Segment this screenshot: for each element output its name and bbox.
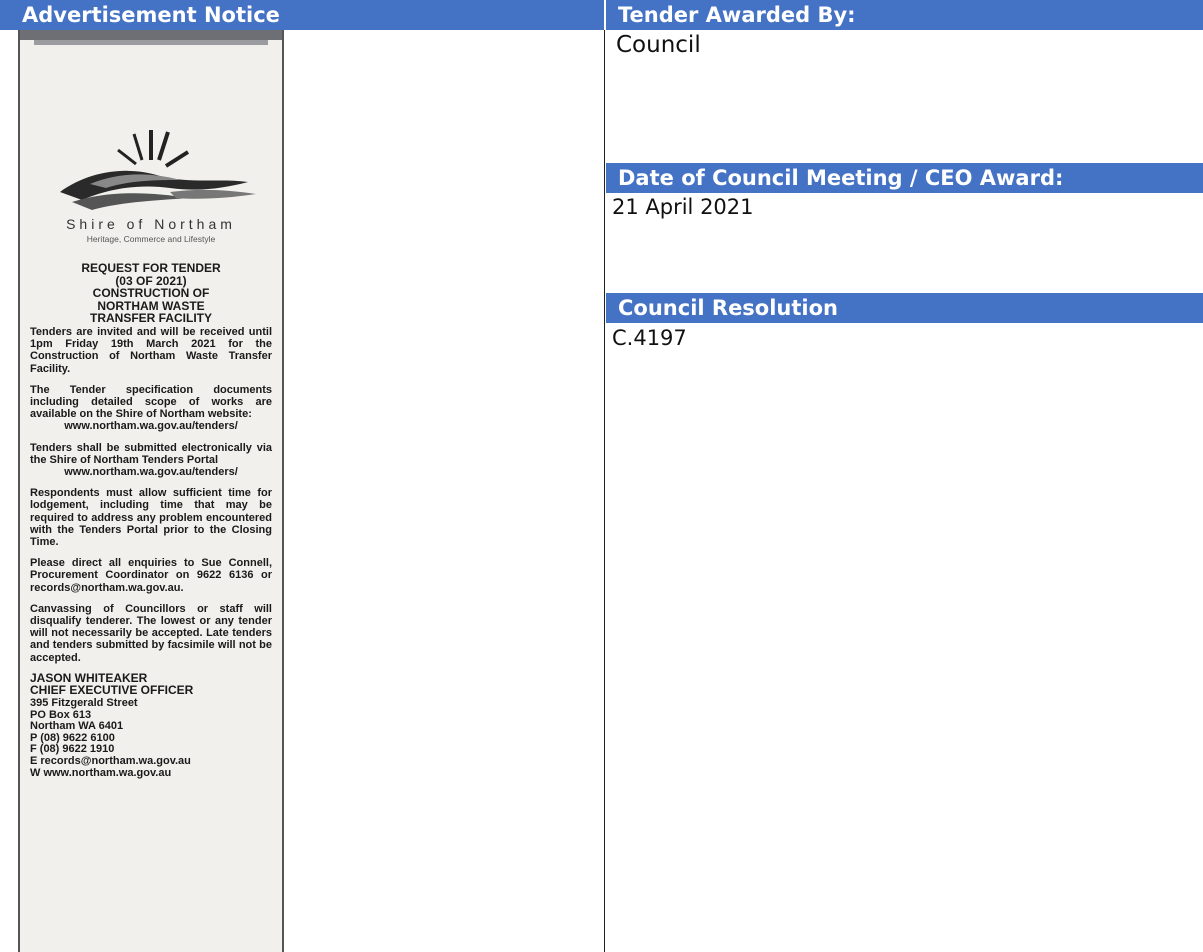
clipping-phone: P (08) 9622 6100 bbox=[30, 731, 115, 744]
clipping-title-line: NORTHAM WASTE bbox=[97, 298, 205, 313]
clipping-title bbox=[20, 262, 282, 325]
clipping-web: W www.northam.wa.gov.au bbox=[30, 766, 172, 779]
header-meeting-date: Date of Council Meeting / CEO Award: bbox=[606, 163, 1203, 193]
clipping-paragraph: Please direct all enquiries to Sue Connell, Procurement Coordinator on 9622 6136 or records@northam.wa.gov.au. bbox=[30, 557, 272, 594]
clipping-paragraph: Tenders are invited and will be received until 1pm Friday 19th March 2021 for the Construction of Northam Waste Transfer Facility. bbox=[30, 326, 272, 375]
clipping-body bbox=[30, 326, 272, 779]
clipping-title-line: (03 OF 2021) bbox=[115, 273, 187, 288]
shire-of-northam-logo-icon bbox=[20, 122, 282, 217]
clipping-top-border bbox=[20, 30, 282, 40]
header-council-resolution: Council Resolution bbox=[606, 293, 1203, 323]
column-divider bbox=[604, 30, 605, 952]
clipping-shire-name: Shire of Northam bbox=[66, 216, 236, 232]
header-advertisement-notice: Advertisement Notice bbox=[0, 0, 604, 30]
clipping-title-line: REQUEST FOR TENDER bbox=[81, 261, 221, 275]
clipping-paragraph-text: Tenders shall be submitted electronically via the Shire of Northam Tenders Portal bbox=[30, 441, 272, 466]
clipping-sig-title: CHIEF EXECUTIVE OFFICER bbox=[30, 683, 194, 698]
clipping-paragraph bbox=[30, 442, 272, 479]
clipping-email: E records@northam.wa.gov.au bbox=[30, 755, 191, 768]
clipping-paragraph bbox=[30, 384, 272, 433]
council-resolution-value: C.4197 bbox=[612, 326, 687, 350]
clipping-address-line: Northam WA 6401 bbox=[30, 720, 124, 733]
clipping-tagline: Heritage, Commerce and Lifestyle bbox=[86, 234, 216, 244]
clipping-address-line: PO Box 613 bbox=[30, 708, 92, 721]
clipping-top-border-inner bbox=[34, 40, 268, 45]
clipping-paragraph: Canvassing of Councillors or staff will disqualify tenderer. The lowest or any tender will not necessarily be accepted. Late tenders and tenders submitted by facsimile will not be accepted. bbox=[30, 602, 272, 664]
clipping-paragraph: Respondents must allow sufficient time for lodgement, including time that may be required to address any problem encountered with the Tenders Portal prior to the Closing Time. bbox=[30, 487, 272, 549]
header-tender-awarded-by: Tender Awarded By: bbox=[606, 0, 1203, 30]
advertisement-clipping bbox=[18, 30, 284, 952]
clipping-paragraph-text: The Tender specification documents including detailed scope of works are available on the Shire of Northam website: bbox=[30, 383, 272, 421]
clipping-fax: F (08) 9622 1910 bbox=[30, 743, 115, 756]
meeting-date-value: 21 April 2021 bbox=[612, 195, 754, 219]
clipping-url: www.northam.wa.gov.au/tenders/ bbox=[64, 420, 238, 433]
tender-awarded-by-value: Council bbox=[616, 32, 701, 58]
clipping-title-line: TRANSFER FACILITY bbox=[90, 311, 212, 325]
clipping-signature bbox=[30, 670, 272, 779]
clipping-address-line: 395 Fitzgerald Street bbox=[30, 697, 138, 710]
clipping-title-line: CONSTRUCTION OF bbox=[92, 286, 210, 300]
clipping-url: www.northam.wa.gov.au/tenders/ bbox=[64, 466, 238, 479]
clipping-sig-name: JASON WHITEAKER bbox=[30, 670, 148, 685]
